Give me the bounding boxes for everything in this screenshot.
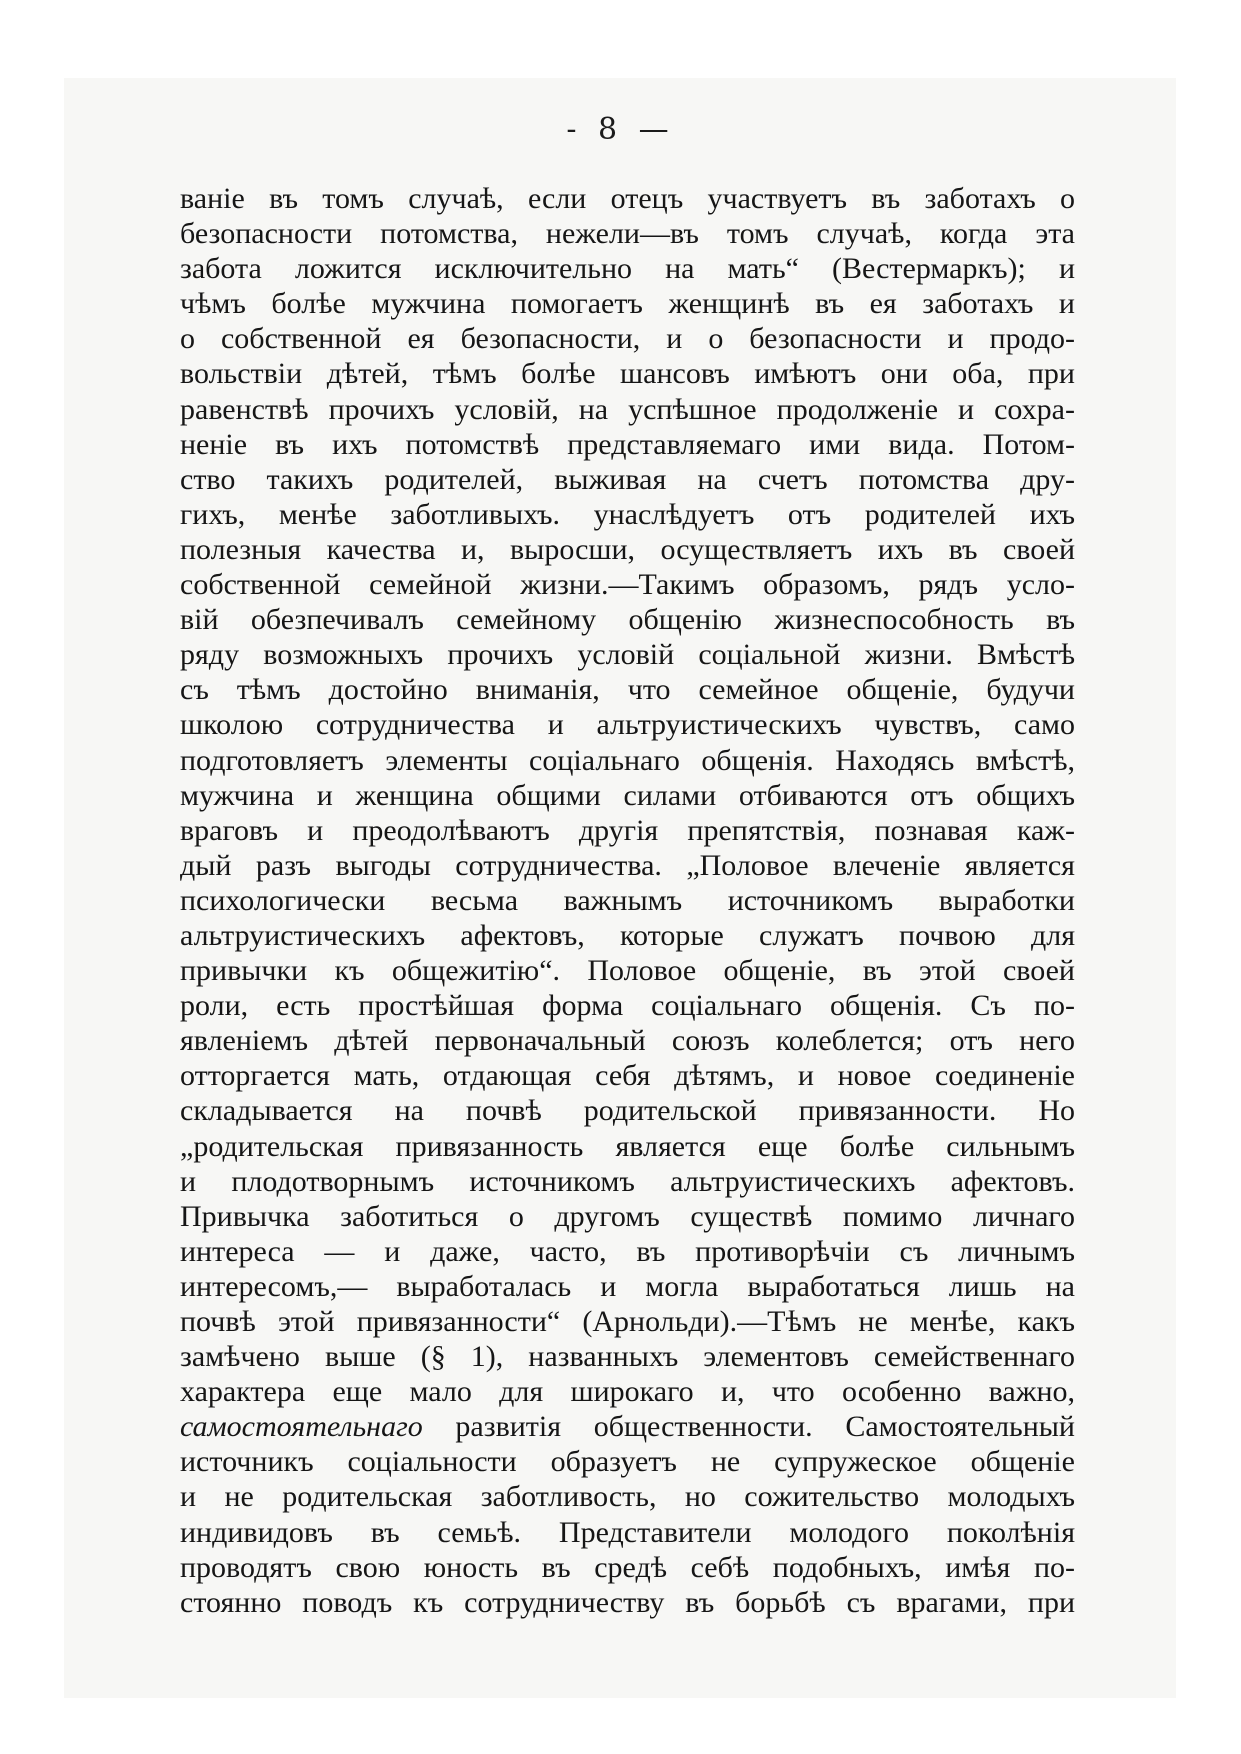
text-line: безопасности потомства, нежели—въ томъ случаѣ, когда эта	[180, 217, 1075, 251]
text-line: источникъ соціальности образуетъ не супружеское общеніе	[180, 1445, 1075, 1479]
text-fragment: развитія общественности. Самостоятельный	[455, 1410, 1075, 1444]
text-line: равенствѣ прочихъ условій, на успѣшное продолженіе и сохра-	[180, 392, 1075, 426]
text-line: о собственной ея безопасности, и о безопасности и продо-	[180, 322, 1075, 356]
body-text	[180, 181, 1075, 1620]
page-number: - 8 —	[566, 112, 675, 147]
text-line: чѣмъ болѣе мужчина помогаетъ женщинѣ въ ея заботахъ и	[180, 287, 1075, 321]
text-line: замѣчено выше (§ 1), названныхъ элементовъ семейственнаго	[180, 1340, 1075, 1374]
text-line: психологически весьма важнымъ источникомъ выработки	[180, 883, 1075, 917]
text-line: и плодотворнымъ источникомъ альтруистическихъ афектовъ.	[180, 1164, 1075, 1198]
text-line: и не родительская заботливость, но сожительство молодыхъ	[180, 1480, 1075, 1514]
text-line: отторгается мать, отдающая себя дѣтямъ, и новое соединеніе	[180, 1059, 1075, 1093]
text-line: почвѣ этой привязанности“ (Арнольди).—Тѣмъ не менѣе, какъ	[180, 1305, 1075, 1338]
text-line: проводятъ свою юность въ средѣ себѣ подобныхъ, имѣя по-	[180, 1550, 1075, 1584]
text-line: дый разъ выгоды сотрудничества. „Половое влеченіе является	[180, 848, 1075, 882]
text-line: привычки къ общежитію“. Половое общеніе, въ этой своей	[180, 954, 1075, 988]
text-line: стоянно поводъ къ сотрудничеству въ борьбѣ съ врагами, при	[180, 1585, 1075, 1619]
text-line: складывается на почвѣ родительской привязанности. Но	[180, 1094, 1075, 1128]
text-line-with-italic	[180, 1409, 1075, 1444]
text-line: Привычка заботиться о другомъ существѣ помимо личнаго	[180, 1199, 1075, 1233]
text-line: гихъ, менѣе заботливыхъ. унаслѣдуетъ отъ родителей ихъ	[180, 497, 1075, 531]
text-line: ваніе въ томъ случаѣ, если отецъ участвуетъ въ заботахъ о	[180, 182, 1075, 215]
text-line: школою сотрудничества и альтруистическихъ чувствъ, само	[180, 708, 1075, 742]
text-line: интересомъ,— выработалась и могла выработаться лишь на	[180, 1269, 1075, 1303]
text-line: неніе въ ихъ потомствѣ представляемаго ими вида. Потом-	[180, 427, 1075, 461]
text-line: собственной семейной жизни.—Такимъ образомъ, рядъ усло-	[180, 568, 1075, 602]
text-line: вольствіи дѣтей, тѣмъ болѣе шансовъ имѣютъ они оба, при	[180, 357, 1075, 391]
text-line: забота ложится исключительно на мать“ (Вестермаркъ); и	[180, 252, 1075, 286]
text-line: роли, есть простѣйшая форма соціальнаго общенія. Съ по-	[180, 989, 1075, 1023]
text-line: мужчина и женщина общими силами отбиваются отъ общихъ	[180, 778, 1075, 812]
text-line: подготовляетъ элементы соціальнаго общенія. Находясь вмѣстѣ,	[180, 743, 1075, 777]
text-line: характера еще мало для широкаго и, что особенно важно,	[180, 1375, 1075, 1409]
text-line: полезныя качества и, выросши, осуществляетъ ихъ въ своей	[180, 532, 1075, 566]
text-line: ряду возможныхъ прочихъ условій соціальной жизни. Вмѣстѣ	[180, 638, 1075, 672]
text-line: альтруистическихъ афектовъ, которые служатъ почвою для	[180, 918, 1075, 952]
text-line: ство такихъ родителей, выживая на счетъ потомства дру-	[180, 462, 1075, 496]
text-line: явленіемъ дѣтей первоначальный союзъ колеблется; отъ него	[180, 1024, 1075, 1058]
text-line: индивидовъ въ семьѣ. Представители молодого поколѣнія	[180, 1515, 1075, 1549]
text-line: „родительская привязанность является еще болѣе сильнымъ	[180, 1129, 1075, 1163]
text-line: съ тѣмъ достойно вниманія, что семейное общеніе, будучи	[180, 673, 1075, 707]
italic-word: самостоятельнаго	[180, 1410, 423, 1444]
text-line: враговъ и преодолѣваютъ другія препятствія, познавая каж-	[180, 813, 1075, 847]
text-line: вій обезпечивалъ семейному общенію жизнеспособность въ	[180, 603, 1075, 637]
text-line: интереса — и даже, часто, въ противорѣчіи съ личнымъ	[180, 1234, 1075, 1268]
